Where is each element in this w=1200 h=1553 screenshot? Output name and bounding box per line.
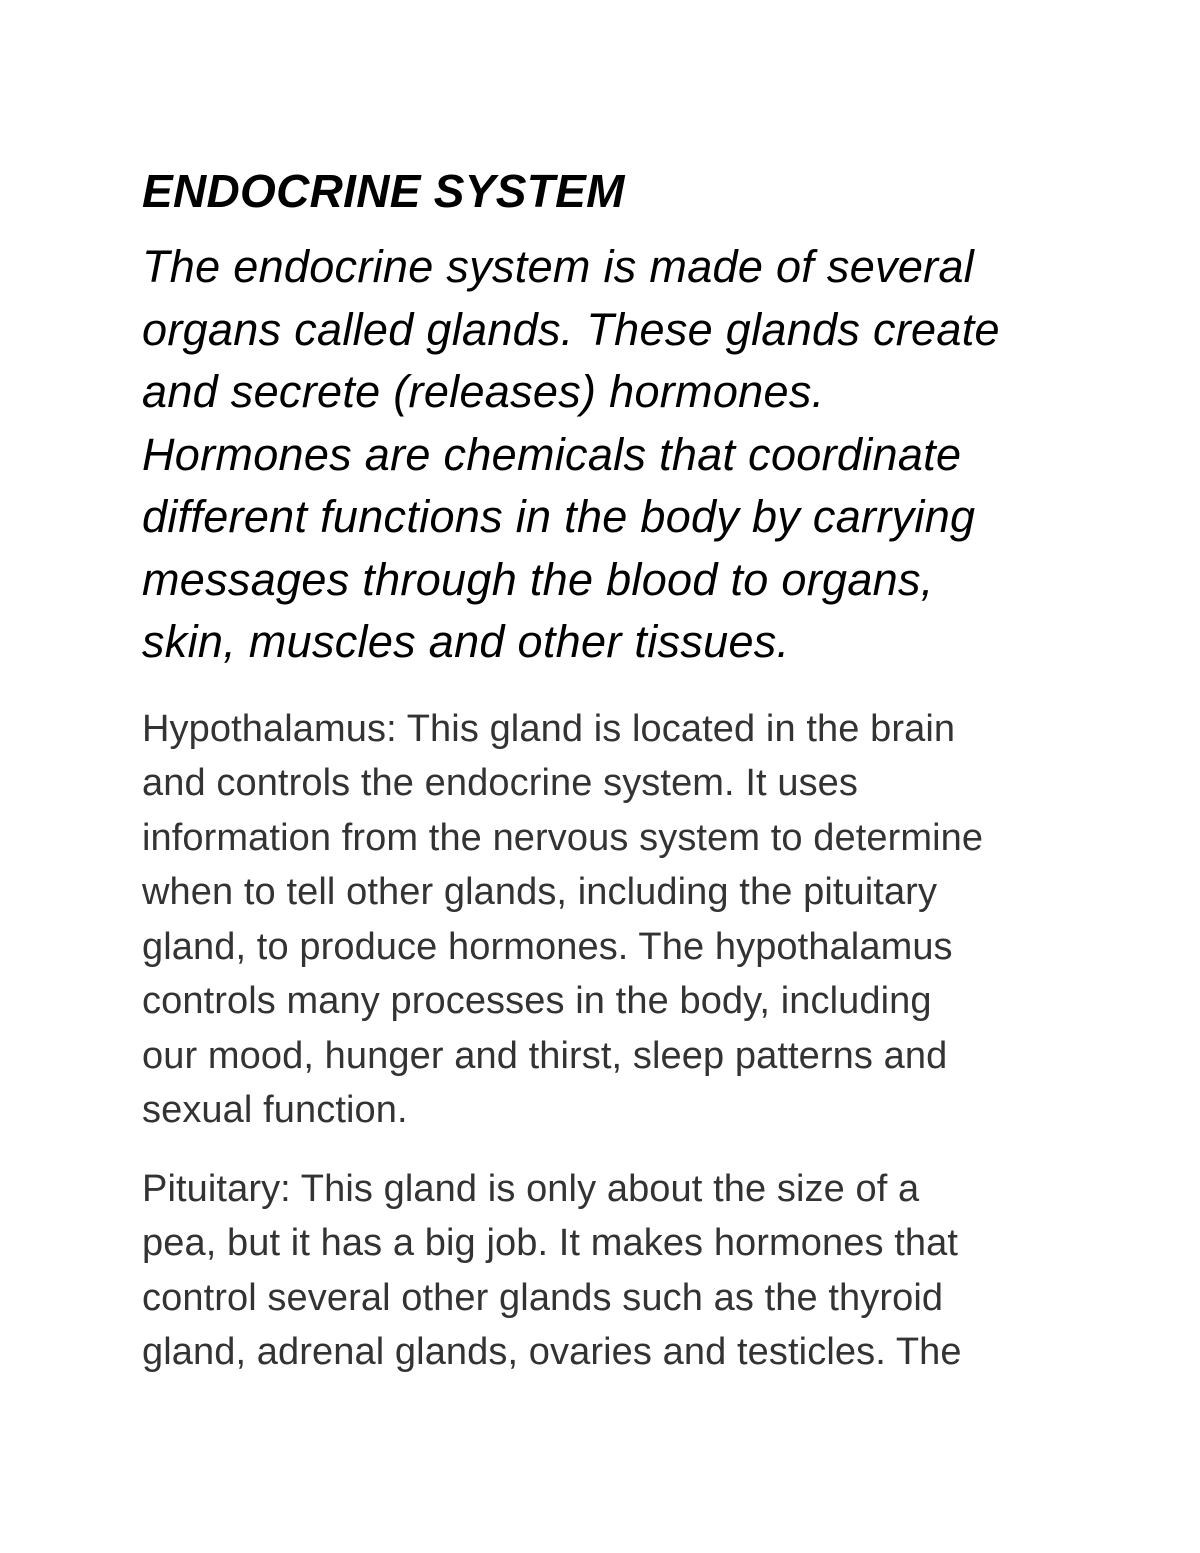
intro-line: different functions in the body by carrying bbox=[142, 491, 976, 542]
intro-line: and secrete (releases) hormones. bbox=[142, 366, 825, 417]
pituitary-line: control several other glands such as the thyroid bbox=[142, 1276, 944, 1319]
hypothalamus-line: sexual function. bbox=[142, 1089, 408, 1131]
hypothalamus-line: information from the nervous system to determine bbox=[142, 816, 984, 859]
hypothalamus-paragraph bbox=[142, 702, 1082, 1138]
intro-line: Hormones are chemicals that coordinate bbox=[142, 428, 962, 480]
hypothalamus-line: Hypothalamus: This gland is located in the brain bbox=[142, 707, 956, 750]
intro-line: The endocrine system is made of several bbox=[142, 241, 975, 292]
hypothalamus-line: when to tell other glands, including the pituitary bbox=[142, 871, 938, 913]
pituitary-line: Pituitary: This gland is only about the size of a bbox=[142, 1167, 920, 1210]
intro-line: skin, muscles and other tissues. bbox=[142, 616, 790, 667]
pituitary-line: gland, adrenal glands, ovaries and testicles. The bbox=[142, 1331, 962, 1373]
pituitary-paragraph bbox=[142, 1162, 1082, 1380]
hypothalamus-line: controls many processes in the body, including bbox=[142, 980, 932, 1022]
intro-paragraph bbox=[142, 236, 1082, 674]
hypothalamus-line: gland, to produce hormones. The hypothalamus bbox=[142, 925, 953, 968]
hypothalamus-line: our mood, hunger and thirst, sleep patterns and bbox=[142, 1034, 948, 1077]
document-title: ENDOCRINE SYSTEM bbox=[142, 165, 625, 217]
intro-line: organs called glands. These glands create bbox=[142, 303, 1000, 355]
hypothalamus-line: and controls the endocrine system. It uses bbox=[142, 762, 859, 804]
document-content bbox=[142, 160, 1082, 1380]
intro-line: messages through the blood to organs, bbox=[142, 553, 934, 605]
pituitary-line: pea, but it has a big job. It makes hormones that bbox=[142, 1222, 959, 1264]
